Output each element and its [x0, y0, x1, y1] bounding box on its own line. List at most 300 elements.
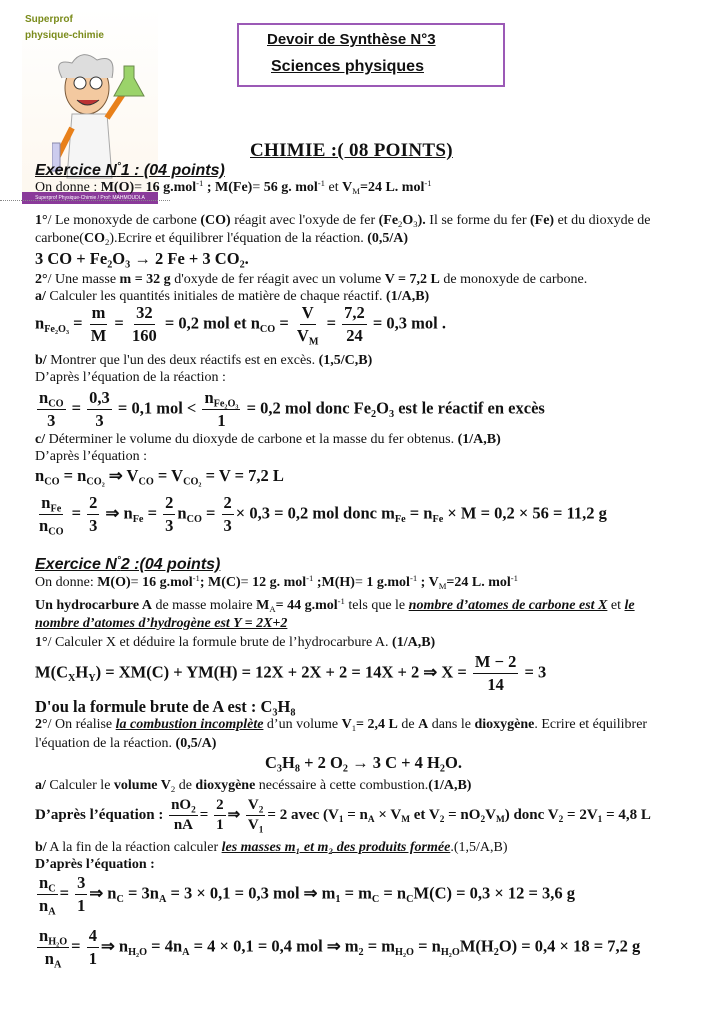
text-run: et — [325, 180, 343, 195]
bold-run: V — [341, 717, 352, 732]
text-run: = — [71, 936, 85, 956]
bold-run: 16 g.mol — [142, 575, 193, 590]
superscript: -1 — [424, 177, 432, 188]
numerator — [87, 926, 99, 948]
text-run: M(H — [459, 936, 494, 956]
fraction — [89, 303, 109, 346]
text-line — [35, 635, 435, 651]
subscript: 1 — [258, 825, 264, 836]
denominator — [75, 895, 87, 916]
subscript: CO — [259, 323, 276, 335]
text-run: = 3 × 0,1 = 0,3 mol ⇒ m — [166, 883, 336, 903]
bold-run: 1° — [35, 213, 48, 228]
text-run: = V — [153, 466, 184, 485]
numerator — [169, 797, 198, 816]
text-run: de monoxyde de carbone. — [439, 272, 588, 287]
subscript: 2 — [342, 763, 348, 775]
numerator — [87, 388, 112, 410]
text-run: × 0,3 = 0,2 mol donc m — [235, 503, 395, 523]
section-heading: CHIMIE :( 08 POINTS) — [250, 140, 453, 161]
fraction — [169, 797, 198, 834]
bold-run: O — [402, 213, 414, 228]
text-run: = — [240, 575, 253, 590]
subscript: 2 — [258, 805, 264, 816]
numerator — [222, 493, 234, 515]
subscript: 1 — [338, 815, 344, 826]
text-line — [35, 213, 651, 229]
bold-run: b/ — [35, 840, 47, 855]
text-run: = — [275, 313, 293, 333]
subscript: CO — [44, 476, 60, 488]
bold-run: (0,5/A) — [175, 736, 217, 751]
text-run: × M = 0,2 × 56 = 11,2 g — [443, 503, 607, 523]
numerator — [39, 493, 63, 515]
superscript: -1 — [317, 177, 326, 188]
superscript: -1 — [196, 177, 204, 188]
denominator — [37, 515, 66, 536]
text-run: Déterminer le volume du dioxyde de carbone et la masse du fer obtenus. — [45, 432, 458, 447]
text-run: 3 — [89, 516, 98, 535]
text-run: dans le — [428, 717, 475, 732]
subscript: 2 — [558, 815, 564, 826]
subscript: X — [67, 672, 76, 684]
fraction — [37, 388, 66, 431]
denominator — [89, 325, 109, 346]
subscript: H₂O — [48, 936, 68, 948]
text-run: . — [244, 249, 249, 268]
text-run: ⇒ V — [104, 466, 139, 485]
text-run: / On réalise — [47, 717, 116, 732]
numerator — [37, 388, 66, 410]
bold-run: =24 L. mol — [446, 575, 511, 590]
text-run: 1 — [217, 411, 226, 430]
numerator — [342, 303, 367, 325]
bold-run: =24 L. mol — [359, 180, 425, 195]
text-run: = 0,3 mol . — [368, 313, 446, 333]
text-line — [35, 736, 216, 752]
numerator — [473, 652, 518, 674]
superscript: -1 — [409, 572, 418, 583]
text-run: de masse molaire — [151, 598, 257, 613]
equation-line — [35, 493, 607, 536]
bold-run: M(O) — [100, 180, 135, 195]
logo-band: Superprof Physique-Chimie / Prof: MAHMOUDI.A — [22, 192, 158, 204]
text-run: = n — [414, 936, 441, 956]
subscript: M — [495, 815, 505, 826]
bold-run: (CO) — [200, 213, 231, 228]
text-run: = — [110, 313, 128, 333]
numerator — [75, 873, 87, 895]
fraction — [37, 926, 69, 969]
subscript: H₂O — [440, 946, 460, 958]
fraction — [130, 303, 159, 346]
superscript: -1 — [337, 595, 345, 606]
text-run: / Une masse — [47, 272, 120, 287]
text-run: = — [67, 398, 86, 418]
subscript: A — [48, 906, 56, 918]
bold-run: dioxygène — [195, 778, 256, 793]
numerator — [87, 493, 99, 515]
fraction — [87, 388, 112, 431]
subscript: CO — [48, 526, 64, 538]
subscript: Fe — [394, 513, 406, 525]
text-run: 1 : (04 points) — [120, 162, 225, 179]
text-run: = 0,2 mol et n — [160, 313, 260, 333]
subscript: 2 — [493, 946, 499, 958]
text-run: tels que le — [344, 598, 409, 613]
subscript: 3 — [125, 259, 131, 271]
fraction — [214, 797, 226, 834]
numerator — [37, 873, 58, 895]
subscript: C — [371, 893, 380, 905]
fraction — [163, 493, 175, 536]
text-run: réagit avec l'oxyde de fer — [230, 213, 379, 228]
bold-run: c/ — [35, 432, 46, 447]
denominator — [215, 410, 227, 431]
fraction — [222, 493, 234, 536]
text-run: et — [607, 598, 625, 613]
text-run: = n — [405, 503, 433, 523]
subscript: M — [308, 336, 319, 348]
superscript: ° — [116, 555, 121, 567]
text-run: V — [247, 817, 259, 833]
subscript: 8 — [290, 707, 296, 719]
denominator — [222, 515, 234, 536]
text-run: n — [39, 873, 49, 892]
text-run: Calculer le — [45, 778, 114, 793]
text-line — [35, 177, 432, 197]
equation-line — [35, 388, 545, 431]
equation-line — [35, 873, 575, 916]
text-run: ⇒ n — [101, 503, 133, 523]
text-run: n — [44, 949, 54, 968]
denominator — [246, 816, 266, 834]
bold-run: (Fe — [378, 213, 399, 228]
text-line — [35, 231, 408, 247]
subscript: 2 — [398, 219, 403, 230]
bold-run: M — [256, 598, 270, 613]
text-run: 14 — [487, 675, 504, 694]
denominator — [344, 325, 365, 346]
bold-run: b/ — [35, 353, 47, 368]
text-run: 2 — [165, 493, 174, 512]
text-run: O) = 0,4 × 18 = 7,2 g — [498, 936, 641, 956]
equation-line — [35, 303, 446, 346]
text-run: 4 — [88, 926, 97, 945]
superscript: -1 — [306, 572, 314, 583]
text-run: M(C — [35, 662, 68, 682]
subscript: CO₂ — [86, 476, 105, 488]
equation-line — [35, 926, 640, 969]
subscript: M — [352, 186, 360, 197]
bold-run: 1 g.mol — [366, 575, 410, 590]
text-run: = 3 — [520, 662, 547, 682]
fraction — [37, 873, 58, 916]
bold-run: (1/A,B) — [386, 289, 430, 304]
text-run: n — [39, 926, 49, 945]
subscript: CO₂ — [183, 476, 202, 488]
text-run: M — [90, 326, 107, 345]
text-run: = nO — [444, 806, 481, 823]
text-line — [35, 449, 147, 465]
denominator — [485, 674, 506, 695]
subscript: H₂O — [395, 946, 414, 958]
text-run: nA — [173, 817, 193, 833]
subscript: 2 — [371, 408, 377, 420]
text-run: = 2V — [563, 806, 598, 823]
denominator — [172, 816, 195, 834]
text-run: / Calculer X et déduire la formule brute de l’hydrocarbure A. — [47, 635, 393, 650]
bold-run: ; M(C) — [199, 575, 241, 590]
text-run: 2 — [89, 493, 98, 512]
text-run: 3 — [95, 411, 104, 430]
bold-run: V = 7,2 L — [384, 272, 440, 287]
fraction — [87, 926, 99, 969]
denominator — [37, 895, 58, 916]
text-line — [35, 572, 519, 592]
numerator — [163, 493, 175, 515]
numerator — [37, 926, 69, 948]
subscript: 3 — [389, 408, 395, 420]
text-run: 0,3 — [89, 388, 110, 407]
text-line — [35, 595, 635, 615]
denominator — [163, 515, 175, 536]
text-run: .(1,5/A,B) — [450, 840, 508, 855]
bold-run: (1,5/C,B) — [318, 353, 373, 368]
text-run: = — [354, 575, 367, 590]
text-run: 2 — [216, 797, 224, 813]
bold-run: 56 g. mol — [263, 180, 318, 195]
subscript: Fe — [50, 503, 62, 515]
text-run: C — [265, 753, 277, 772]
subscript: 2 — [358, 946, 364, 958]
equation-line — [35, 249, 249, 269]
equation-line — [35, 797, 651, 834]
text-run: 1 — [216, 817, 224, 833]
text-run: ⇒ n — [100, 936, 129, 956]
text-run: necéssaire à cette combustion. — [255, 778, 429, 793]
text-run: D’après l’équation : — [35, 806, 168, 823]
subscript: C — [406, 893, 414, 905]
text-run: O. — [444, 753, 462, 772]
subscript: Fe — [432, 513, 444, 525]
denominator — [87, 948, 99, 969]
text-run: 7,2 — [344, 303, 365, 322]
subscript: 8 — [294, 763, 300, 775]
subscript: A — [182, 946, 190, 958]
denominator — [295, 325, 321, 346]
doc-title: Devoir de Synthèse N°3 — [267, 31, 436, 48]
text-run: A la fin de la réaction calculer — [46, 840, 222, 855]
bold-run: (1/A,B) — [392, 635, 436, 650]
text-run: 3 — [165, 516, 174, 535]
numerator — [246, 797, 266, 816]
text-line — [35, 857, 155, 873]
text-run: O — [376, 398, 389, 418]
subscript: C — [116, 893, 124, 905]
fraction — [202, 388, 240, 431]
numerator — [90, 303, 108, 325]
bold-run: (0,5/A) — [367, 231, 409, 246]
text-run: = V = 7,2 L — [201, 466, 284, 485]
subscript: M — [438, 581, 447, 592]
subscript: Y — [88, 672, 96, 684]
logo-line2: physique-chimie — [25, 30, 104, 41]
text-run: ⇒ — [227, 806, 244, 823]
text-line — [35, 616, 287, 632]
equation-line — [35, 697, 295, 717]
text-line — [35, 370, 226, 386]
text-run: l'équation de la réaction. — [35, 736, 176, 751]
numerator — [134, 303, 155, 325]
text-run: = — [143, 503, 162, 523]
subscript: A — [269, 604, 276, 615]
text-run: H — [277, 697, 291, 716]
text-run: de — [175, 778, 196, 793]
divider — [0, 200, 170, 201]
text-run: = m — [340, 883, 372, 903]
fraction — [87, 493, 99, 536]
underlined-run: nombre d’atomes de carbone est X — [408, 598, 608, 613]
text-run: n — [177, 503, 187, 523]
subscript: A — [367, 815, 375, 826]
text-run: est le réactif en excès — [394, 398, 545, 418]
title-box — [237, 23, 505, 87]
text-run: D’après l’équation : — [35, 449, 147, 464]
fraction — [246, 797, 266, 834]
text-run: . Ecrire et équilibrer — [534, 717, 648, 732]
text-run: = — [67, 503, 86, 523]
subscript: 2 — [439, 763, 445, 775]
text-run: = 3n — [123, 883, 159, 903]
fraction — [473, 652, 518, 695]
bold-run: (Fe) — [529, 213, 555, 228]
bold-run: ; M(Fe) — [203, 180, 253, 195]
bold-run: 1° — [35, 635, 48, 650]
bold-run: (1/A,B) — [457, 432, 501, 447]
text-run: V — [301, 303, 314, 322]
text-run: = 2 avec (V — [267, 806, 339, 823]
text-run: Il se forme du fer — [425, 213, 530, 228]
bold-run: 12 g. mol — [252, 575, 307, 590]
fraction — [342, 303, 367, 346]
subscript: 3 — [413, 219, 418, 230]
text-run: = 0,2 mol donc Fe — [242, 398, 372, 418]
underlined-run: nombre d’atomes d’hydrogène est Y = 2X+2 — [35, 616, 288, 631]
subscript: C — [48, 883, 56, 895]
text-run: d'oxyde de fer réagit avec un volume — [170, 272, 385, 287]
text-run: nO — [171, 797, 192, 813]
subscript: 2 — [107, 259, 113, 271]
subscript: Fe₂O₃ — [44, 323, 70, 335]
text-run: M − 2 — [474, 652, 517, 671]
subscript: A — [158, 893, 167, 905]
text-run: Exercice N — [35, 162, 117, 179]
text-run: n — [41, 493, 51, 512]
text-run: = — [69, 313, 87, 333]
bold-run: 2° — [35, 717, 48, 732]
equation-line — [35, 652, 546, 695]
denominator — [130, 325, 159, 346]
logo-line1: Superprof — [25, 14, 73, 25]
text-run: Calculer les quantités initiales de matière de chaque réactif. — [45, 289, 387, 304]
bold-run: V — [342, 180, 353, 195]
text-run: H — [282, 753, 295, 772]
subscript: M — [401, 815, 410, 826]
text-run: ).Ecrire et équilibrer l'équation de la réaction. — [109, 231, 368, 246]
bold-run: (1/A,B) — [428, 778, 472, 793]
text-run: 2 :(04 points) — [120, 556, 221, 573]
text-line — [35, 432, 501, 448]
text-run: 160 — [131, 326, 157, 345]
subscript: CO — [48, 398, 64, 410]
text-run: n — [39, 896, 49, 915]
text-run: D’après l’équation : — [35, 857, 155, 872]
subscript: 2 — [170, 784, 176, 795]
text-run: 2 — [223, 493, 232, 512]
underlined-run: la combustion incomplète — [115, 717, 264, 732]
text-run: ) = XM(C) + YM(H) = 12X + 2X + 2 = 14X + 2 ⇒ X = — [95, 662, 471, 682]
superscript: ° — [116, 161, 121, 173]
text-run: n — [39, 388, 49, 407]
text-run: de — [397, 717, 419, 732]
text-line — [35, 353, 372, 369]
subscript: 1 — [597, 815, 603, 826]
subscript: 1 — [335, 893, 341, 905]
text-run: 3 — [47, 411, 56, 430]
subscript: Fe — [132, 513, 144, 525]
text-run: × V — [374, 806, 402, 823]
bold-run: a/ — [35, 289, 46, 304]
text-run: V — [247, 797, 259, 813]
text-run: 3 — [77, 873, 86, 892]
text-run: On donne : — [35, 180, 101, 195]
text-run: ⇒ n — [89, 883, 117, 903]
numerator — [202, 388, 240, 410]
superscript: -1 — [192, 572, 200, 583]
subscript: 2 — [239, 259, 245, 271]
denominator — [43, 948, 64, 969]
underlined-run: les masses m₁ et m₂ des produits formée — [221, 840, 451, 855]
text-run: = — [130, 575, 143, 590]
text-run: et du dioxyde de — [554, 213, 651, 228]
denominator — [214, 816, 226, 834]
fraction — [75, 873, 87, 916]
text-run: + 2 O — [299, 753, 343, 772]
text-run: = n — [379, 883, 407, 903]
subscript: 3 — [272, 707, 278, 719]
text-run: M(C) = 0,3 × 12 = 3,6 g — [413, 883, 576, 903]
bold-run: 2° — [35, 272, 48, 287]
exercise-heading — [35, 556, 220, 574]
fraction — [37, 493, 66, 536]
doc-subtitle: Sciences physiques — [271, 58, 424, 75]
denominator — [45, 410, 57, 431]
equation-line — [265, 753, 462, 773]
text-run: = 4n — [147, 936, 183, 956]
subscript: 2 — [191, 805, 196, 816]
subscript: H₂O — [128, 946, 148, 958]
text-run: 1 — [77, 896, 86, 915]
bold-run: M(O) — [97, 575, 131, 590]
text-run: / Le monoxyde de carbone — [47, 213, 201, 228]
subscript: CO — [138, 476, 154, 488]
text-run: = — [252, 180, 264, 195]
text-run: m — [91, 303, 106, 322]
text-run: 32 — [136, 303, 153, 322]
bold-run: dioxygène — [474, 717, 535, 732]
text-run: ) donc V — [504, 806, 559, 823]
